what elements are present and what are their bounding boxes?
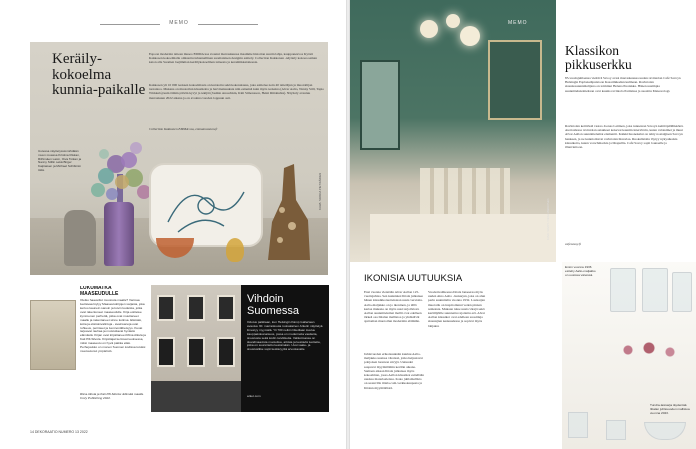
hero-headline: Keräily-kokoelma kunnia-paikalle [52, 51, 146, 98]
glass-tumbler [568, 412, 588, 438]
dried-flowers [614, 340, 684, 360]
uutuus-caption-2: Tundra-lasisarja täydentää Iittalan juhlavuoden mallistoa vuonna 2023. [650, 404, 690, 415]
reading-credit: Riina Alkula ja Kati Pill-Silvola: Elämää maalla. Cozy Publishing 2022. [80, 393, 144, 401]
restaurant-text [565, 76, 685, 252]
restaurant-body-2: Ravintolan keittiöstä vastaa Joonas Laitinen, joka tunnetaan Savoyn keittiöpäällikkönä. Aterioidessa ravintolan asiakkaat kokevat kauniin interiöörin, kuten valaisimet ja muut Alvar Aallon suunnittelemat elementit. Kaikki huonekalut on tehty nostalgisen Savoyn henkeen, ja ne kunnioittavat ravintolan historiaa. Ruokalistalta löytyy nykyaikaisia klassikoita, kuten vorschmackia ja lihapullia. Café Savoy sopii lounaalle ja illanviettoon. [565, 124, 684, 150]
hero-image-caption: Uutessa näyttelyssä nähdään muun muassa Kristina Riskan, Riihimäen Lasin, Oiva Toikan ja Nanny Stillin sekä Birger Kaipiaisen ja Michael Schilkinin töitä. [38, 150, 82, 172]
memo-label-left: MEMO [169, 20, 189, 26]
glass-vase [642, 268, 668, 312]
hero-intro-box [149, 52, 325, 138]
hero-intro-credit: Collection Kakkonen EMMA:ssa, emmamuseum.fi [149, 127, 218, 131]
hero-intro-text: Espoon modernin taiteen museo EMMA:ssa avautui marraskuussa maamme historian suurin lahja, kauppaneuvos Kyösti Kakkosen kokoelmalle omistettu tuhannellinen suomalaisen designin esittely. Collection Kakkonen -näyttely kokoaa saman katon alle Suomen laajimman keräilykokoelman taiteesta ja keramiikkataiteesta. [149, 52, 317, 65]
right-page [350, 0, 696, 449]
hero-photo-credit: KUVA: SIRKKA PIETIKÄINEN [318, 172, 322, 210]
uutuus-col-2 [428, 290, 488, 430]
building-window [217, 295, 235, 321]
store-building-photo [151, 285, 241, 412]
reading-body: Oletko haaveillut muutosta maalle? Varmaa luettavaa löytyy Maaseutukirjojen sarjasta, joka kertoo kaunein sanoin ja kuvin kodeista, jotka ovat rakentuneet maaseudulle. Kirja esittelee kymmenen perhettä, jotka ovat muuttaneet maalle ja rakentaneet sinne kotinsa. Elämää, kotia ja elämänvalintoja - avainsanoja ovat rohkeus, perinteet ja luonnonläheisyys. Kuvat tarjoavat rauhaa ja muistuttavat hyvästä elämästä. Kirjan ovat kirjoittaneet Riina Alkula ja Kati Pill-Silvola. Kirjoittajat kertovat teoksessa, miksi maaseutu on hyvä paikka elää. Perhejoukko on monen Suomen kodissa tutuksi muotoutunut ympäristö. [80, 299, 146, 353]
memo-rule [198, 24, 258, 25]
uutuus-body-3: Vuodenvaihteessa Iittala lanseeraa myös uuden Aino Aalto -lasisarjan, joka on alun perin suunniteltu vuonna 1932. Lasisarjan muotoilu on inspiroitunut veden pinnan renkaista. Mukaan tulee uusia värejä sekä keräilijöille suunnattu rajoitettu erä. Alvar Aallon klassikot ovat edelleen suosittuja sisustajien keskuudessa ja sopivat myös lahjaksi. [428, 290, 486, 328]
left-page-footer: 14 DEKORAATIO NUMERO 13 2022 [30, 430, 88, 434]
uutuus-title: IKONISIA UUTUUKSIA [364, 273, 463, 284]
reading-section [80, 286, 147, 411]
restaurant-credit[interactable]: cafesavoy.fi [565, 242, 581, 246]
building-window [217, 337, 235, 367]
uutuus-body-2: Juhlavuoden erikoisuuksiin kuuluu Aalto-maljakko uusissa väreissä, jotka heijastavat pohjoisen luonnon sävyjä. Uutuudet saapuvat myymälöihin kevään aikana. Samaan aikaan Iittala julkaisee myös kokoelman, jossa Aallon klassikot esitellään uusissa materiaaleissa. Koko juhlamallisto on saatavilla iittala.com-verkkokaupasta ja Iittalan myymälöistä. [364, 352, 424, 390]
yellow-glass-drop [226, 238, 244, 262]
reading-title: LUKUMATKA MAASEUDULLE [80, 286, 119, 297]
building-window [157, 337, 175, 367]
restaurant-photo [350, 0, 556, 262]
gallery-box [241, 285, 329, 412]
glass-tumbler [606, 420, 626, 440]
gallery-link[interactable]: arket.com [247, 395, 261, 398]
uutuus-col-1 [364, 290, 424, 430]
purple-vase [104, 202, 134, 266]
memo-label-right: MEMO [508, 20, 528, 26]
building-window [187, 337, 205, 367]
book-cover [30, 300, 76, 370]
restaurant-photo-credit: KUVA: SAVOY / VESA MAKKONEN [547, 198, 550, 240]
building-window [157, 295, 175, 321]
building-storefront [151, 381, 241, 412]
glass-vase [610, 268, 636, 312]
building-window [187, 295, 205, 321]
gallery-body: Odotus palkitaan, kun Helsingin Kämp Galleriaan avautuu 30. marraskuuta ruotsalainen Arketin näyttelyä ilmestyy myymälä. Yli 700 neliön liiketilaan kuuluu kauppakokonaisuus, jossa on moderneita vaatteita, sisustusta sekä kodin tarvikkeita. Valikoimassa on skandinaavista muotoilua, arkisia ja kestäviä tuotteita, jotka on suunniteltu kestämään. Uusi vaate- ja sisustusliike sopii kestävyyttä arvostavalle. [247, 321, 323, 352]
decorated-plate [148, 162, 264, 248]
memo-rule [100, 24, 160, 25]
gallery-title: Vihdoin Suomessa [247, 293, 299, 317]
wall-painting [488, 40, 542, 120]
uutuus-body-1: Ensi vuonna vietetään Alvar Aallon 125-vuotisjuhlaa. Sen kunniaksi Iittala julkaisee hänen klassikkotuotteistaan uusia versioita. Aalto-maljakko on jo ikoninen, ja tällä kertaa mukana on myös uusi tarjoiluvati. Aallon suunnittelemat mallit ovat edelleen tärkeä osa Iittalan mallistoa ja yhdistävät ajattoman muotoilun moderniin elämään. [364, 290, 424, 324]
ceramic-sculpture [64, 210, 96, 266]
pendant-lamp [446, 14, 460, 28]
restaurant-window [360, 60, 400, 150]
pendant-lamp [460, 26, 480, 46]
restaurant-title: Klassikon pikkuserkku [565, 43, 632, 72]
hero-intro-text-2: Kakkosen yli 10 000 teoksen kokoelmasta on kuratoitu sekä kokonaisuus, joka esittelee noin 40 taiteilijan ja muotoilijan tuotantoa. Mukana on muotoilun klassikoita ja harvinaisuuksia niin esineinä kuin myös teoksina (Alvar Aalto, Nanny Still, Tapio Wirkkala) kuin tämän päivän kyvyt ja tekijät (Jasmin Anoschkin, Kim Simonsson, Heini Riitahuhta). Näyttely avautuu marraskuun 2022 aikana ja on avoinna vuoden loppuun asti. [149, 83, 324, 100]
uutuus-caption-1: Ensin vuonna 1936 esitelty Aalto-maljakko on uusissa väreissä. [565, 266, 596, 277]
restaurant-table [370, 214, 556, 262]
restaurant-body-1: 85-vuotisjuhlaansa viettävä Savoy avasi marraskuussa uuden ravintolan Café Savoyn Helsingin Esplanadipuistoon Kasarmikadun kulmaan. Ravintolan sisustussuunnittelijana on toiminut Helena Puolakka. Hänen uusimpia suunnittelukohteitaan ovat kaunis ravintola Pariisissa ja suosittu Meteorologi. [565, 76, 681, 93]
ceramic-animal-sculpture [260, 160, 316, 266]
pendant-lamp [420, 20, 438, 38]
glass-vase [672, 272, 692, 312]
